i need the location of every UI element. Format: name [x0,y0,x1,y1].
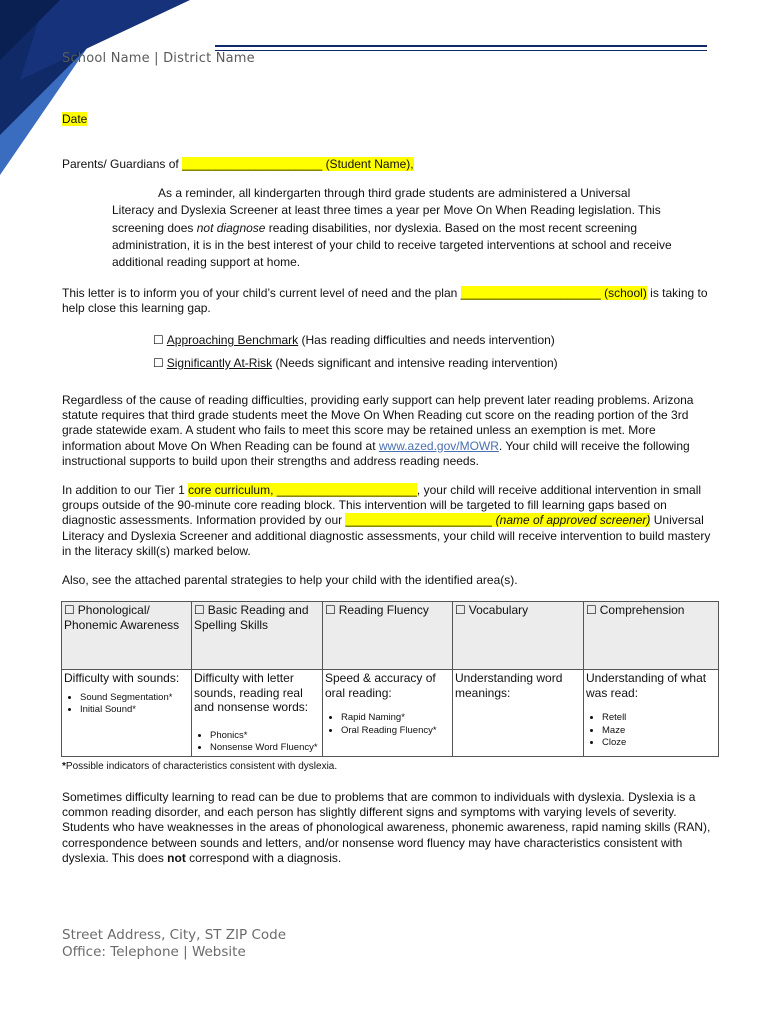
footnote-text: Possible indicators of characteristics consistent with dyslexia. [65,761,338,772]
skill-vocabulary[interactable] [453,602,584,670]
skill-fluency[interactable] [323,602,453,670]
list-item: • Phonics* [210,730,320,743]
skill-header: Comprehension [599,603,685,617]
list-item: • Maze [602,725,716,738]
skill-basic-reading[interactable] [192,602,323,670]
skill-desc: Understanding word meanings: [455,671,563,700]
statute-end: . Your child will receive the following instructional supports to build upon their strengths and address reading needs. [62,438,690,468]
checkbox-icon[interactable]: ☐ [455,603,466,617]
fluency-detail [323,670,453,757]
skill-header: Vocabulary [468,603,529,617]
plan-end: is taking to help close this learning gap. [62,286,708,316]
skill-phonological[interactable] [62,602,192,670]
school-blank: _____________________ (school) [460,286,647,300]
footer-address: Street Address, City, ST ZIP Code [62,927,287,943]
skill-desc: Understanding of what was read: [586,671,707,700]
checkbox-icon[interactable]: ☐ [586,603,597,617]
skill-header: Phonological/ Phonemic Awareness [64,603,180,632]
statute-text: Regardless of the cause of reading difficulties, providing early support can help prevent later reading problems. Arizona statute requires that third grade students meet the Move On When Reading cut score on the reading portion of the 3rd grade statewide exam. A student who fails to meet this score may be retained unless an exemption is met. More information about Move On When Reading can be found at [62,393,694,453]
statute-paragraph [62,393,712,469]
indicator-list [586,712,716,750]
plan-text: This letter is to inform you of your child’s current level of need and the plan [62,286,461,300]
checkbox-icon[interactable]: ☐ [64,603,75,617]
skill-header: Basic Reading and Spelling Skills [194,603,309,632]
tier-paragraph [62,483,714,559]
list-item: • Sound Segmentation* [80,692,189,705]
list-item: • Nonsense Word Fluency* [210,742,320,755]
need-option-at-risk[interactable] [153,356,558,370]
list-item: • Oral Reading Fluency* [341,725,450,738]
tier-end: Universal Literacy and Dyslexia Screener and additional diagnostic assessments, your child will receive intervention to build mastery in the literacy skill(s) marked below. [62,513,711,558]
need-option-approaching[interactable] [153,333,555,347]
intro-italic: not diagnose [196,220,266,235]
closing-end: correspond with a diagnosis. [185,850,342,865]
date-field [62,112,87,126]
intro-paragraph [112,185,672,271]
greeting-prefix: Parents/ Guardians of [62,157,183,171]
intro-rest: reading disabilities, nor dyslexia. Based on the most recent screening administration, it is in the best interest of your child to receive targeted interventions at school and receive additional reading support at home. [112,220,672,270]
indicator-list [194,730,320,755]
basic-reading-detail [192,670,323,757]
skill-comprehension[interactable] [584,602,719,670]
list-item: • Rapid Naming* [341,712,450,725]
list-item: • Cloze [602,737,716,750]
checkbox-icon[interactable]: ☐ [153,333,164,347]
school-district-name: School Name | District Name [62,51,255,66]
at-risk-label: Significantly At-Risk [166,356,273,370]
tier-text: In addition to our Tier 1 [62,483,189,497]
skill-desc: Difficulty with letter sounds, reading real and nonsense words: [194,671,309,714]
skills-header-row [62,602,719,670]
skill-desc: Speed & accuracy of oral reading: [325,671,436,700]
footer-contact: Office: Telephone | Website [62,944,246,960]
closing-bold: not [167,850,186,865]
intro-text: As a reminder, all kindergarten through third grade students are administered a Universal Literacy and Dyslexia Screener at least three times a year per Move On When Reading legislation. This screening does [112,186,661,235]
date-label: Date [62,112,88,126]
approaching-benchmark-label: Approaching Benchmark [166,333,299,347]
skills-detail-row [62,670,719,757]
vocabulary-detail [453,670,584,757]
mowr-link[interactable]: www.azed.gov/MOWR [378,438,499,453]
screener-blank: ______________________ [345,513,493,528]
plan-paragraph [62,286,712,316]
list-item: • Initial Sound* [80,704,189,717]
curriculum-blank: _____________________ [273,483,417,497]
list-item: • Retell [602,712,716,725]
table-footnote [62,761,337,772]
footnote-star: * [62,761,66,772]
checkbox-icon[interactable]: ☐ [194,603,205,617]
skill-desc: Difficulty with sounds: [64,671,180,685]
indicator-list [325,712,450,737]
strategies-line: Also, see the attached parental strategies to help your child with the identified area(s). [62,573,518,587]
header-rule [215,45,707,47]
at-risk-desc: (Needs significant and intensive reading intervention) [272,356,558,370]
checkbox-icon[interactable]: ☐ [325,603,336,617]
closing-paragraph [62,790,712,866]
tier-mid: , your child will receive additional intervention in small groups outside of the 90-minute core reading block. This intervention will be targeted to fill learning gaps based on diagnostic assessments. Information provided by our [62,483,702,528]
approaching-benchmark-desc: (Has reading difficulties and needs intervention) [298,333,555,347]
skills-table [61,601,719,757]
phonological-detail [62,670,192,757]
greeting-line [62,157,414,171]
checkbox-icon[interactable]: ☐ [153,356,164,370]
comprehension-detail [584,670,719,757]
student-name-blank: _____________________ (Student Name), [182,157,414,171]
indicator-list [64,692,189,717]
corner-decoration [0,0,230,180]
header-rule-thin [215,50,707,51]
closing-text: Sometimes difficulty learning to read can be due to problems that are common to individuals with dyslexia. Dyslexia is a common reading disorder, and each person has slightly different signs and symptoms with varying levels of severity. Students who have weaknesses in the areas of phonological awareness, phonemic awareness, rapid naming skills (RAN), correspondence between sounds and letters, and/or nonsense word fluency may have characteristics consistent with dyslexia. This does [62,790,711,865]
screener-italic: (name of approved screener) [492,513,651,528]
skill-header: Reading Fluency [338,603,429,617]
core-curriculum: core curriculum, [188,483,274,497]
